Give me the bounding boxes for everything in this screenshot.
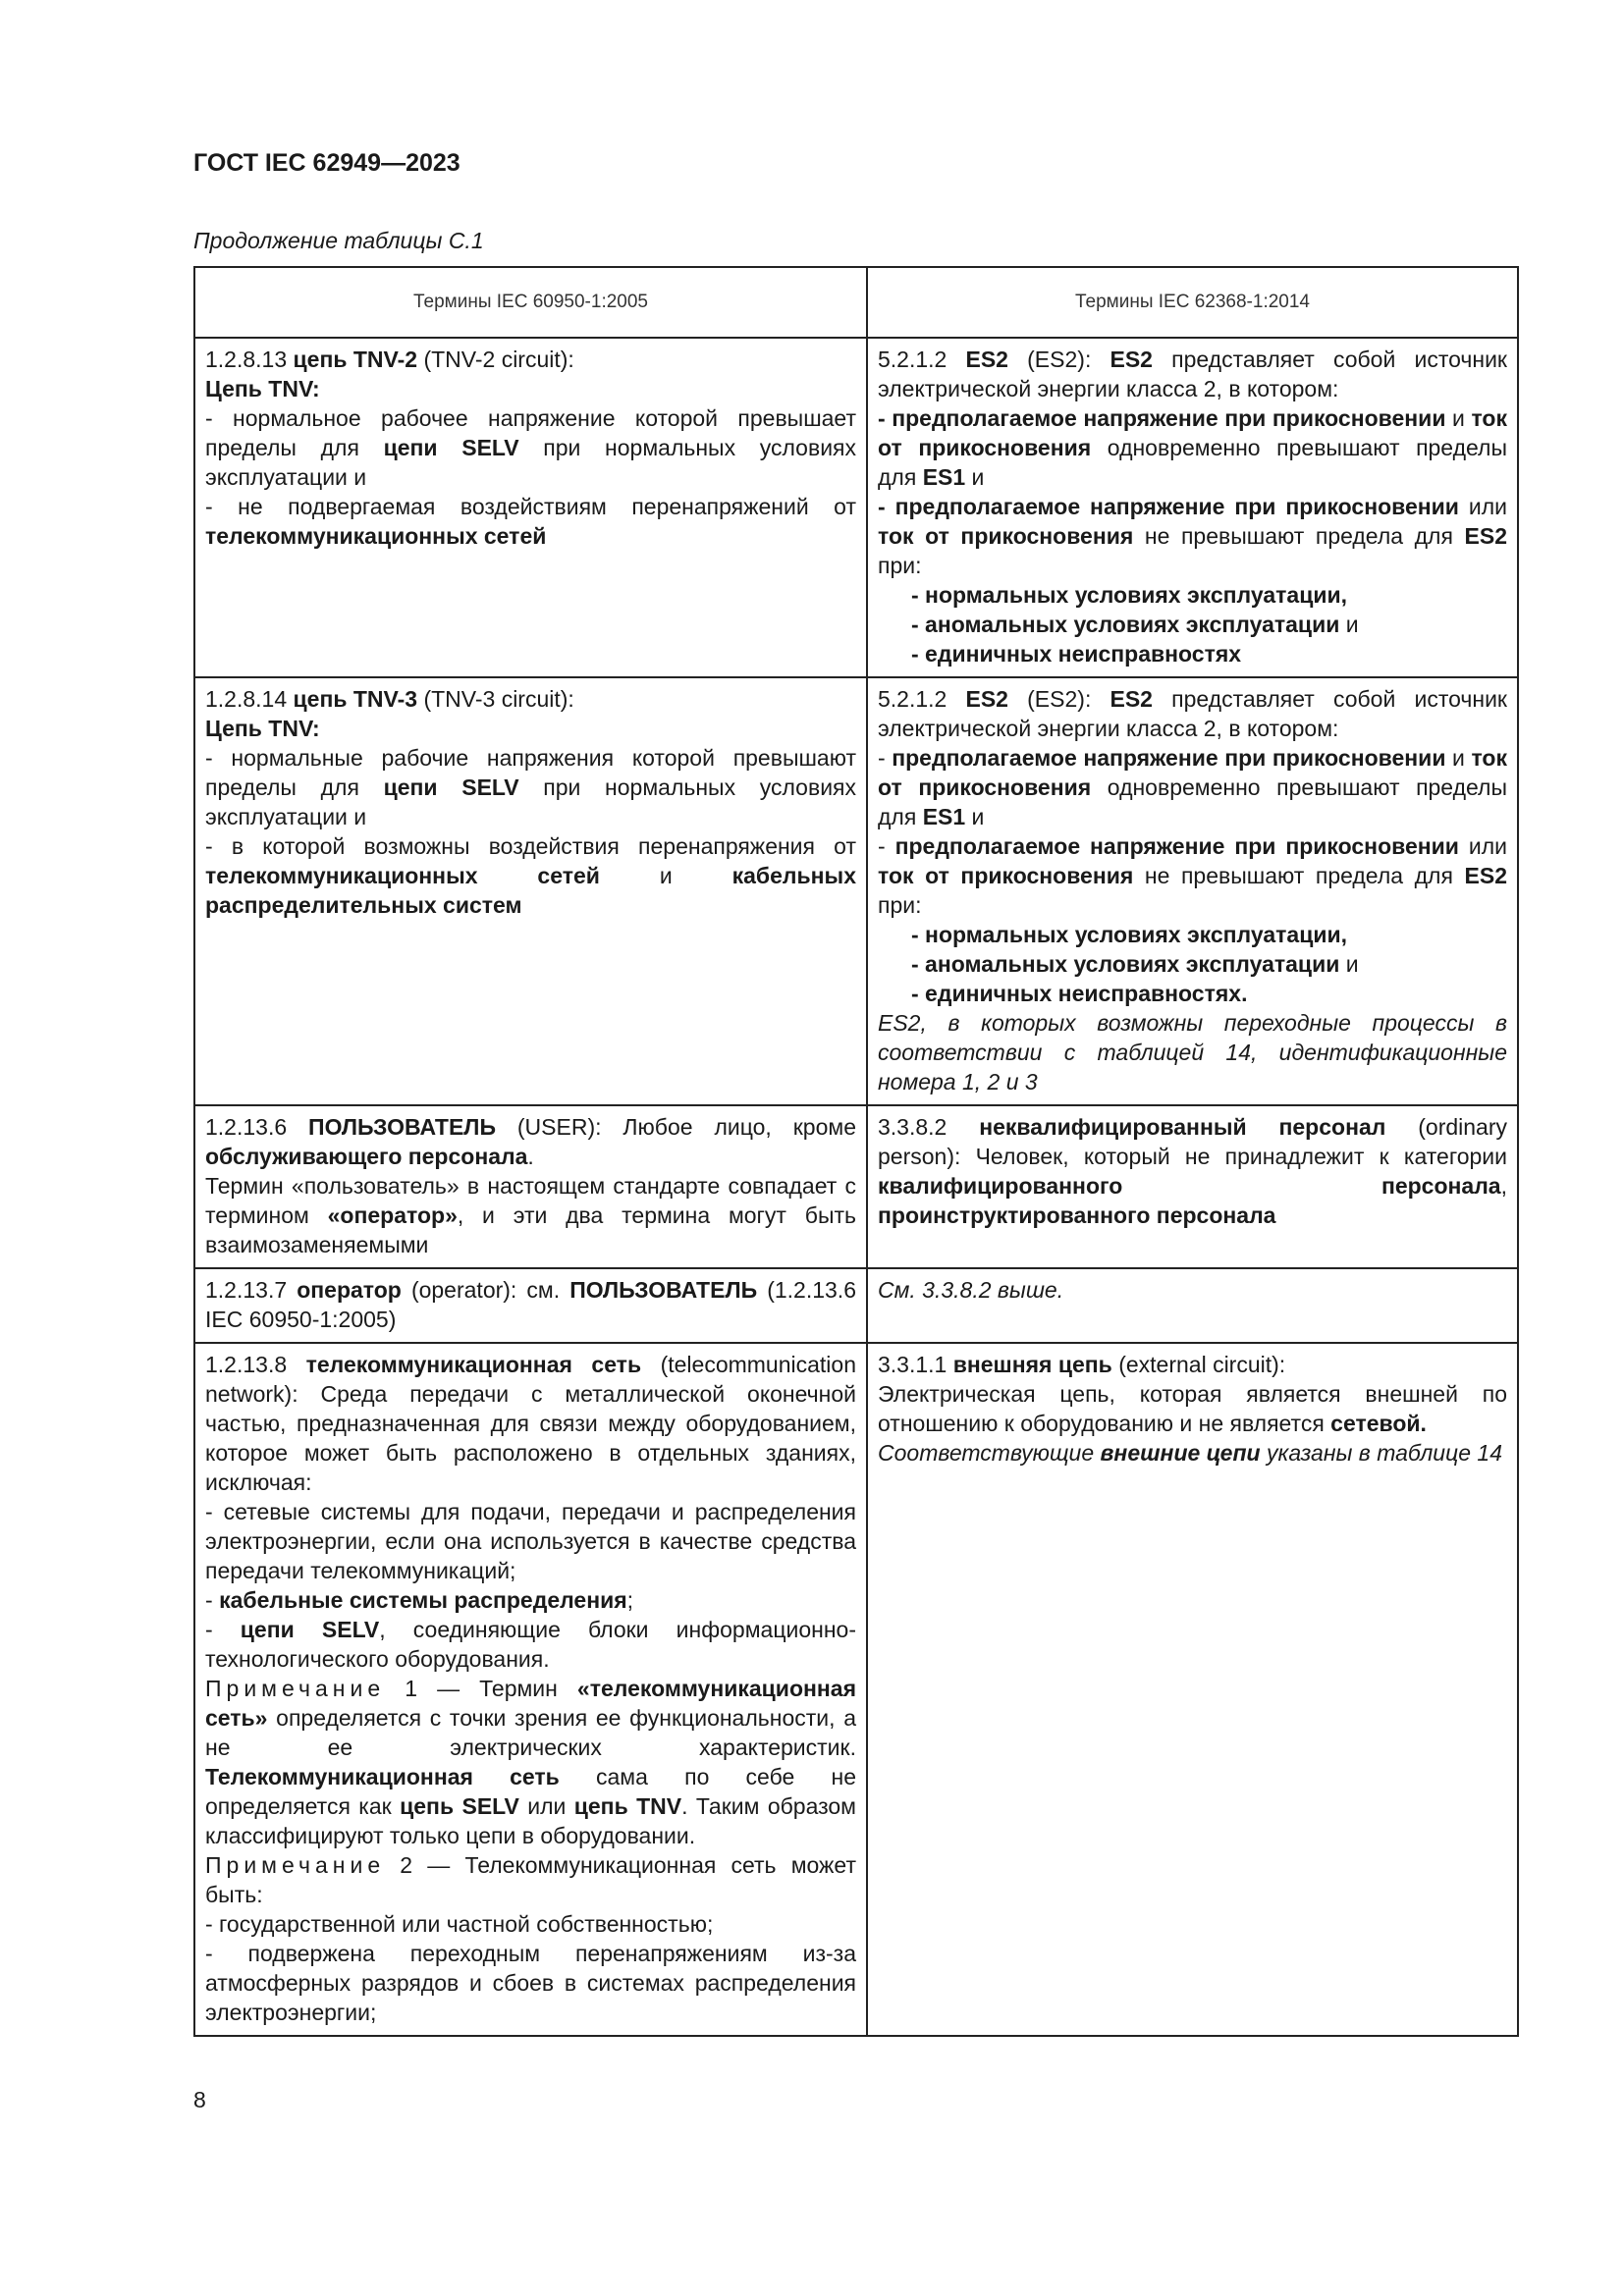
cell-iec-62368	[867, 338, 1518, 677]
cell-paragraph	[878, 1112, 1507, 1230]
text-run: ,	[1500, 1173, 1507, 1199]
cell-paragraph	[205, 403, 856, 492]
text-run: - в которой возможны воздействия перенапряжения от	[205, 833, 856, 859]
cell-iec-62368	[867, 1105, 1518, 1268]
cell-paragraph	[878, 1275, 1507, 1305]
cell-paragraph	[878, 979, 1507, 1008]
note-label: Примечание	[205, 1676, 386, 1701]
text-run: 3.3.1.1	[878, 1352, 953, 1377]
cell-paragraph	[878, 492, 1507, 580]
cell-iec-60950	[194, 1343, 867, 2036]
text-run: (operator): см.	[401, 1277, 570, 1303]
term-bold: цепь TNV-2	[293, 347, 418, 372]
term-bold: телекоммуникационных сетей	[205, 863, 600, 888]
cell-paragraph	[878, 684, 1507, 743]
text-run: 1.2.8.13	[205, 347, 294, 372]
text-run: - подвержена переходным перенапряжениям из-за атмосферных разрядов и сбоев в системах распределения электроэнергии;	[205, 1941, 856, 2025]
cell-paragraph	[878, 610, 1507, 639]
text-run: при нормальных условиях эксплуатации и	[205, 774, 856, 829]
text-run: при:	[878, 892, 922, 918]
text-run: Термин «пользователь» в настоящем стандарте совпадает с термином	[205, 1173, 856, 1228]
term-bold: проинструктированного персонала	[878, 1202, 1276, 1228]
term-bold: - аномальных условиях эксплуатации	[911, 951, 1340, 977]
table-row	[194, 1343, 1518, 2036]
text-run: представляет собой источник электрической энергии класса 2, в котором:	[878, 347, 1507, 401]
text-run: при:	[878, 553, 922, 578]
text-run: . Таким образом классифицируют только цепи в оборудовании.	[205, 1793, 856, 1848]
text-run: не превышают предела для	[1133, 863, 1465, 888]
term-bold: предполагаемое напряжение при прикосновении	[892, 745, 1446, 771]
text-run: и	[965, 804, 985, 829]
table-header-row	[194, 267, 1518, 338]
term-bold: цепи SELV	[240, 1617, 380, 1642]
text-run: 5.2.1.2	[878, 347, 966, 372]
term-bold: ES1	[922, 464, 966, 490]
text-run: и	[965, 464, 985, 490]
text-run: или	[518, 1793, 574, 1819]
cell-paragraph	[205, 1112, 856, 1171]
cell-paragraph	[205, 345, 856, 374]
cell-iec-60950	[194, 1268, 867, 1343]
term-bold: ES2	[1110, 347, 1153, 372]
text-run: -	[205, 1617, 241, 1642]
cell-paragraph	[878, 1438, 1507, 1468]
text-run: 5.2.1.2	[878, 686, 966, 712]
text-run: .	[527, 1144, 534, 1169]
cell-paragraph	[878, 831, 1507, 920]
cell-paragraph	[205, 1939, 856, 2027]
cell-paragraph	[878, 1008, 1507, 1096]
term-bold: кабельных распределительных систем	[205, 863, 856, 918]
text-run: (USER): Любое лицо, кроме	[495, 1114, 856, 1140]
cell-paragraph	[878, 639, 1507, 668]
term-bold: цепи SELV	[383, 774, 519, 800]
term-bold: ток от прикосновения	[878, 523, 1134, 549]
cell-iec-60950	[194, 338, 867, 677]
text-run: 1.2.13.6	[205, 1114, 309, 1140]
cell-paragraph	[878, 1350, 1507, 1379]
term-bold-italic: внешние цепи	[1100, 1440, 1261, 1466]
text-italic: См. 3.3.8.2 выше.	[878, 1277, 1064, 1303]
cell-paragraph	[878, 949, 1507, 979]
text-run: -	[205, 1587, 220, 1613]
cell-paragraph	[205, 743, 856, 831]
cell-paragraph	[878, 403, 1507, 492]
text-run: и	[1339, 612, 1359, 637]
text-run: - государственной или частной собственностью;	[205, 1911, 714, 1937]
table-row	[194, 338, 1518, 677]
text-run: , соединяющие блоки информационно-технологического оборудования.	[205, 1617, 856, 1672]
text-run: при нормальных условиях эксплуатации и	[205, 435, 856, 490]
text-run: (TNV-2 circuit):	[417, 347, 574, 372]
text-run: Электрическая цепь, которая является внешней по отношению к оборудованию и не является	[878, 1381, 1507, 1436]
text-run: - не подвергаемая воздействиям перенапряжений от	[205, 494, 856, 519]
term-bold: ES1	[922, 804, 966, 829]
text-run: и	[599, 863, 732, 888]
term-bold: ES2	[965, 347, 1008, 372]
cell-paragraph	[205, 684, 856, 714]
cell-paragraph	[205, 1850, 856, 1909]
text-run: , и эти два термина могут быть взаимозаменяемыми	[205, 1202, 857, 1257]
term-bold: оператор	[297, 1277, 402, 1303]
text-run: 1.2.8.14	[205, 686, 294, 712]
term-bold: квалифицированного персонала	[878, 1173, 1501, 1199]
term-bold: обслуживающего персонала	[205, 1144, 528, 1169]
text-run: сама по себе не определяется как	[205, 1764, 856, 1819]
text-run: -	[878, 833, 895, 859]
cell-paragraph	[205, 1350, 856, 1497]
cell-paragraph	[205, 1585, 856, 1615]
term-bold: - нормальных условиях эксплуатации,	[911, 922, 1347, 947]
term-bold: - предполагаемое напряжение при прикосновении	[878, 405, 1446, 431]
term-bold: «оператор»	[327, 1202, 458, 1228]
term-bold: - аномальных условиях эксплуатации	[911, 612, 1340, 637]
cell-paragraph	[205, 1497, 856, 1585]
term-bold: цепь SELV	[400, 1793, 519, 1819]
cell-paragraph	[205, 714, 856, 743]
text-run: (telecommunication network): Среда передачи с металлической оконечной частью, предназначенная для связи между оборудованием, которое может быть расположено в отдельных зданиях, исключая:	[205, 1352, 857, 1495]
term-bold: ES2	[1110, 686, 1153, 712]
text-run: (ES2):	[1007, 347, 1110, 372]
term-bold: - нормальных условиях эксплуатации,	[911, 582, 1347, 608]
cell-paragraph	[205, 1275, 856, 1334]
cell-paragraph	[878, 920, 1507, 949]
term-bold: ток от прикосновения	[878, 745, 1507, 800]
cell-paragraph	[878, 580, 1507, 610]
term-bold: ток от прикосновения	[878, 405, 1507, 460]
text-run: одновременно превышают пределы для	[878, 774, 1507, 829]
term-bold: кабельные системы распределения	[219, 1587, 627, 1613]
table-row	[194, 677, 1518, 1105]
term-bold: цепь TNV	[573, 1793, 682, 1819]
text-run: и	[1445, 405, 1472, 431]
cell-paragraph	[878, 1379, 1507, 1438]
text-run: или	[1458, 494, 1507, 519]
table-caption: Продолжение таблицы С.1	[193, 228, 484, 253]
cell-paragraph	[205, 1615, 856, 1674]
term-bold: Цепь TNV:	[205, 716, 320, 741]
term-bold: сетевой.	[1330, 1411, 1427, 1436]
term-bold: Телекоммуникационная сеть	[205, 1764, 560, 1789]
text-run: - сетевые системы для подачи, передачи и распределения электроэнергии, если она используется в качестве средства передачи телекоммуникаций;	[205, 1499, 856, 1583]
text-run: (ES2):	[1007, 686, 1110, 712]
cell-paragraph	[878, 345, 1507, 403]
text-run: 2 — Телекоммуникационная сеть может быть:	[205, 1852, 856, 1907]
cell-paragraph	[205, 1674, 856, 1850]
text-run: (ordinary person): Человек, который не принадлежит к категории	[878, 1114, 1507, 1169]
term-bold: ПОЛЬЗОВАТЕЛЬ	[308, 1114, 496, 1140]
text-run: 1.2.13.7	[205, 1277, 298, 1303]
term-bold: Цепь TNV:	[205, 376, 320, 401]
terms-table	[193, 266, 1519, 2037]
term-bold: цепь TNV-3	[293, 686, 418, 712]
text-run: ;	[626, 1587, 634, 1613]
cell-iec-62368	[867, 677, 1518, 1105]
text-run: определяется с точки зрения ее функциональности, а не ее электрических характеристик.	[205, 1705, 856, 1760]
cell-paragraph	[205, 831, 856, 920]
text-run: и	[1339, 951, 1359, 977]
term-bold: ток от прикосновения	[878, 863, 1134, 888]
cell-iec-60950	[194, 677, 867, 1105]
text-run: 1.2.13.8	[205, 1352, 306, 1377]
table-row	[194, 1268, 1518, 1343]
term-bold: предполагаемое напряжение при прикосновении	[894, 833, 1459, 859]
term-bold: «телекоммуникационная сеть»	[205, 1676, 856, 1731]
text-run: (external circuit):	[1111, 1352, 1286, 1377]
text-run: и	[1445, 745, 1472, 771]
text-run: или	[1458, 833, 1507, 859]
text-run: не превышают предела для	[1133, 523, 1465, 549]
term-bold: ПОЛЬЗОВАТЕЛЬ	[569, 1277, 758, 1303]
text-run: представляет собой источник электрической энергии класса 2, в котором:	[878, 686, 1507, 741]
term-bold: ES2	[1464, 523, 1508, 549]
term-bold: внешняя цепь	[952, 1352, 1112, 1377]
term-bold: телекоммуникационных сетей	[205, 523, 547, 549]
page-number: 8	[193, 2087, 206, 2112]
table-row	[194, 1105, 1518, 1268]
cell-iec-62368	[867, 1343, 1518, 2036]
term-bold: - единичных неисправностях	[911, 641, 1242, 667]
term-bold: цепи SELV	[383, 435, 519, 460]
cell-iec-60950	[194, 1105, 867, 1268]
term-bold: ES2	[965, 686, 1008, 712]
term-bold: неквалифицированный персонал	[979, 1114, 1386, 1140]
text-run: (1.2.13.6 IEC 60950-1:2005)	[205, 1277, 856, 1332]
term-bold: ES2	[1464, 863, 1508, 888]
cell-paragraph	[205, 1909, 856, 1939]
cell-paragraph	[205, 1171, 856, 1259]
cell-iec-62368	[867, 1268, 1518, 1343]
cell-paragraph	[205, 374, 856, 403]
header-left: Термины IEC 60950-1:2005	[194, 267, 867, 338]
header-right: Термины IEC 62368-1:2014	[867, 267, 1518, 338]
text-italic: указаны в таблице 14	[1260, 1440, 1502, 1466]
term-bold: - единичных неисправностях.	[911, 981, 1248, 1006]
text-italic: ES2, в которых возможны переходные процессы в соответствии с таблицей 14, идентификационные номера 1, 2 и 3	[878, 1010, 1507, 1095]
text-run: 3.3.8.2	[878, 1114, 980, 1140]
text-run: 1 — Термин	[385, 1676, 577, 1701]
text-run: -	[878, 745, 893, 771]
text-run: одновременно превышают пределы для	[878, 435, 1507, 490]
term-bold: - предполагаемое напряжение при прикосновении	[878, 494, 1459, 519]
cell-paragraph	[205, 492, 856, 551]
text-run: - нормальные рабочие напряжения которой превышают пределы для	[205, 745, 856, 800]
term-bold: телекоммуникационная сеть	[305, 1352, 642, 1377]
text-run: (TNV-3 circuit):	[417, 686, 574, 712]
text-run: - нормальное рабочее напряжение которой превышает пределы для	[205, 405, 856, 460]
document-title: ГОСТ IEC 62949—2023	[193, 149, 460, 177]
cell-paragraph	[878, 743, 1507, 831]
note-label: Примечание	[205, 1852, 386, 1878]
text-italic: Соответствующие	[878, 1440, 1101, 1466]
